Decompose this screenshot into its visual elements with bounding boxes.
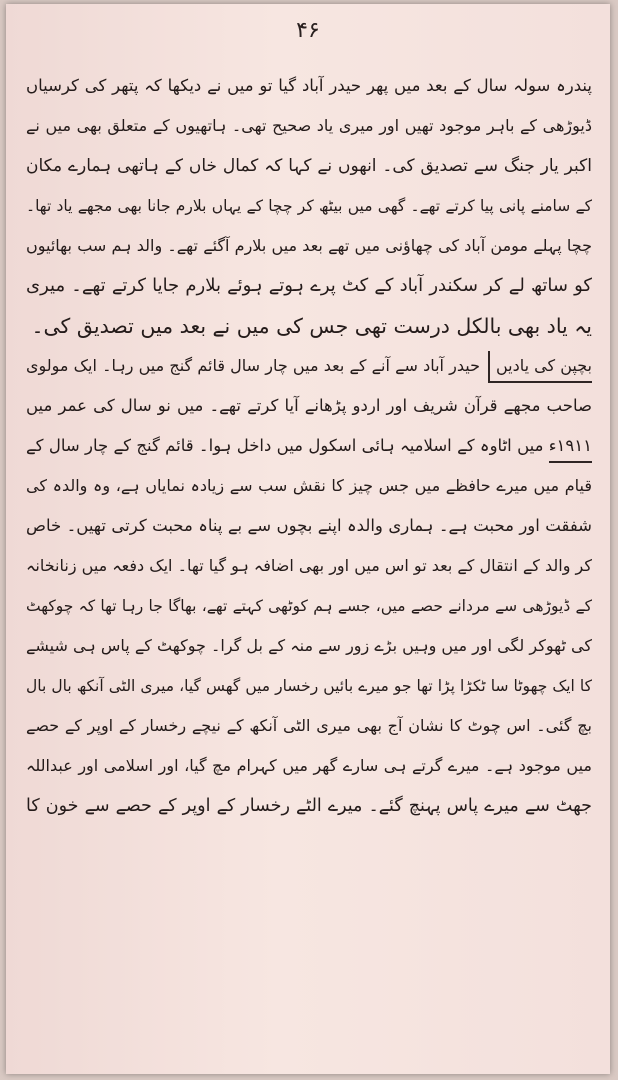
line-text: شفقت اور محبت ہے۔ ہماری والدہ اپنے بچوں سے بے پناہ محبت کرتی تھیں۔ خاص [26,516,592,535]
line-text: یہ یاد بھی بالکل درست تھی جس کی میں نے بعد میں تصدیق کی۔ [31,314,592,338]
line-text: پندرہ سولہ سال کے بعد میں پھر حیدر آباد گیا تو میں نے دیکھا کہ پتھر کی کرسیاں [26,76,592,95]
text-line-3 [26,146,592,186]
page-number: ۴۶ [296,18,320,43]
section-heading: بچپن کی یادیں [488,351,592,383]
line-text: جھٹ سے میرے پاس پہنچ گئے۔ میرے الٹے رخسار کے اوپر کے حصے سے خون کا [26,796,592,816]
underlined-year: ۱۹۱۱ء [549,431,592,463]
line-text: کر والد کے انتقال کے بعد تو اس میں اور بھی اضافہ ہو گیا تھا۔ ایک دفعہ میں زنانخانہ [26,556,592,575]
text-line-11 [26,466,592,506]
text-line-15 [26,626,592,666]
line-text: کو ساتھ لے کر سکندر آباد کے کٹ پرے ہوتے ہوئے بلارم جایا کرتے تھے۔ میری [26,275,592,296]
text-line-6 [26,266,592,306]
line-text: قیام میں میرے حافظے میں جس چیز کا نقش سب سے زیادہ نمایاں ہے، وہ والدہ کی [26,476,592,495]
text-line-14 [26,586,592,626]
text-line-8 [26,346,592,386]
line-text: صاحب مجھے قرآن شریف اور اردو پڑھانے آیا کرتے تھے۔ میں نو سال کی عمر میں [26,396,592,415]
line-text: کے سامنے پانی پیا کرتے تھے۔ گھی میں بیٹھ کر چچا کے یہاں بلارم جانا بھی مجھے یاد تھا۔ [26,197,592,215]
page-edge-mark [598,82,610,122]
line-text: کی ٹھوکر لگی اور میں وہیں بڑے زور سے منہ کے بل گرا۔ چوکھٹ کے پاس ہی شیشے [26,636,592,655]
text-line-4 [26,186,592,226]
book-page [6,4,610,1074]
body-text [26,66,592,826]
line-text: میں موجود ہے۔ میرے گرتے ہی سارے گھر میں کہرام مچ گیا، اور اسلامی اور عبداللہ [26,756,592,775]
line-text: کا ایک چھوٹا سا ٹکڑا پڑا تھا جو میرے بائیں رخسار میں گھس گیا، میری الٹی آنکھ بال بال [26,677,592,695]
line-text: ڈیوڑھی کے باہر موجود تھیں اور میری یاد صحیح تھی۔ ہاتھیوں کے متعلق بھی میں نے [26,116,592,135]
line-text: میں اٹاوہ کے اسلامیہ ہائی اسکول میں داخل ہوا۔ قائم گنج کے چار سال کے [26,436,544,455]
text-line-5 [26,226,592,266]
text-line-10 [26,426,592,466]
text-line-1 [26,66,592,106]
text-line-2 [26,106,592,146]
line-text: اکبر یار جنگ سے تصدیق کی۔ انھوں نے کہا کہ کمال خاں کے ہاتھی ہمارے مکان [26,156,592,176]
text-line-19 [26,786,592,826]
line-text: کے ڈیوڑھی سے مردانے حصے میں، جسے ہم کوٹھی کہتے تھے، بھاگا جا رہا تھا کہ چوکھٹ [26,597,592,615]
text-line-7 [26,306,592,346]
line-text: بچ گئی۔ اس چوٹ کا نشان آج بھی میری الٹی آنکھ کے نیچے رخسار کے اوپر کے حصے [26,716,592,735]
text-line-9 [26,386,592,426]
text-line-17 [26,706,592,746]
text-line-18 [26,746,592,786]
text-line-13 [26,546,592,586]
line-text: حیدر آباد سے آنے کے بعد میں چار سال قائم گنج میں رہا۔ ایک مولوی [26,356,480,375]
text-line-16 [26,666,592,706]
line-text: چچا پہلے مومن آباد کی چھاؤنی میں تھے بعد میں بلارم آگئے تھے۔ والد ہم سب بھائیوں [26,236,592,255]
text-line-12 [26,506,592,546]
